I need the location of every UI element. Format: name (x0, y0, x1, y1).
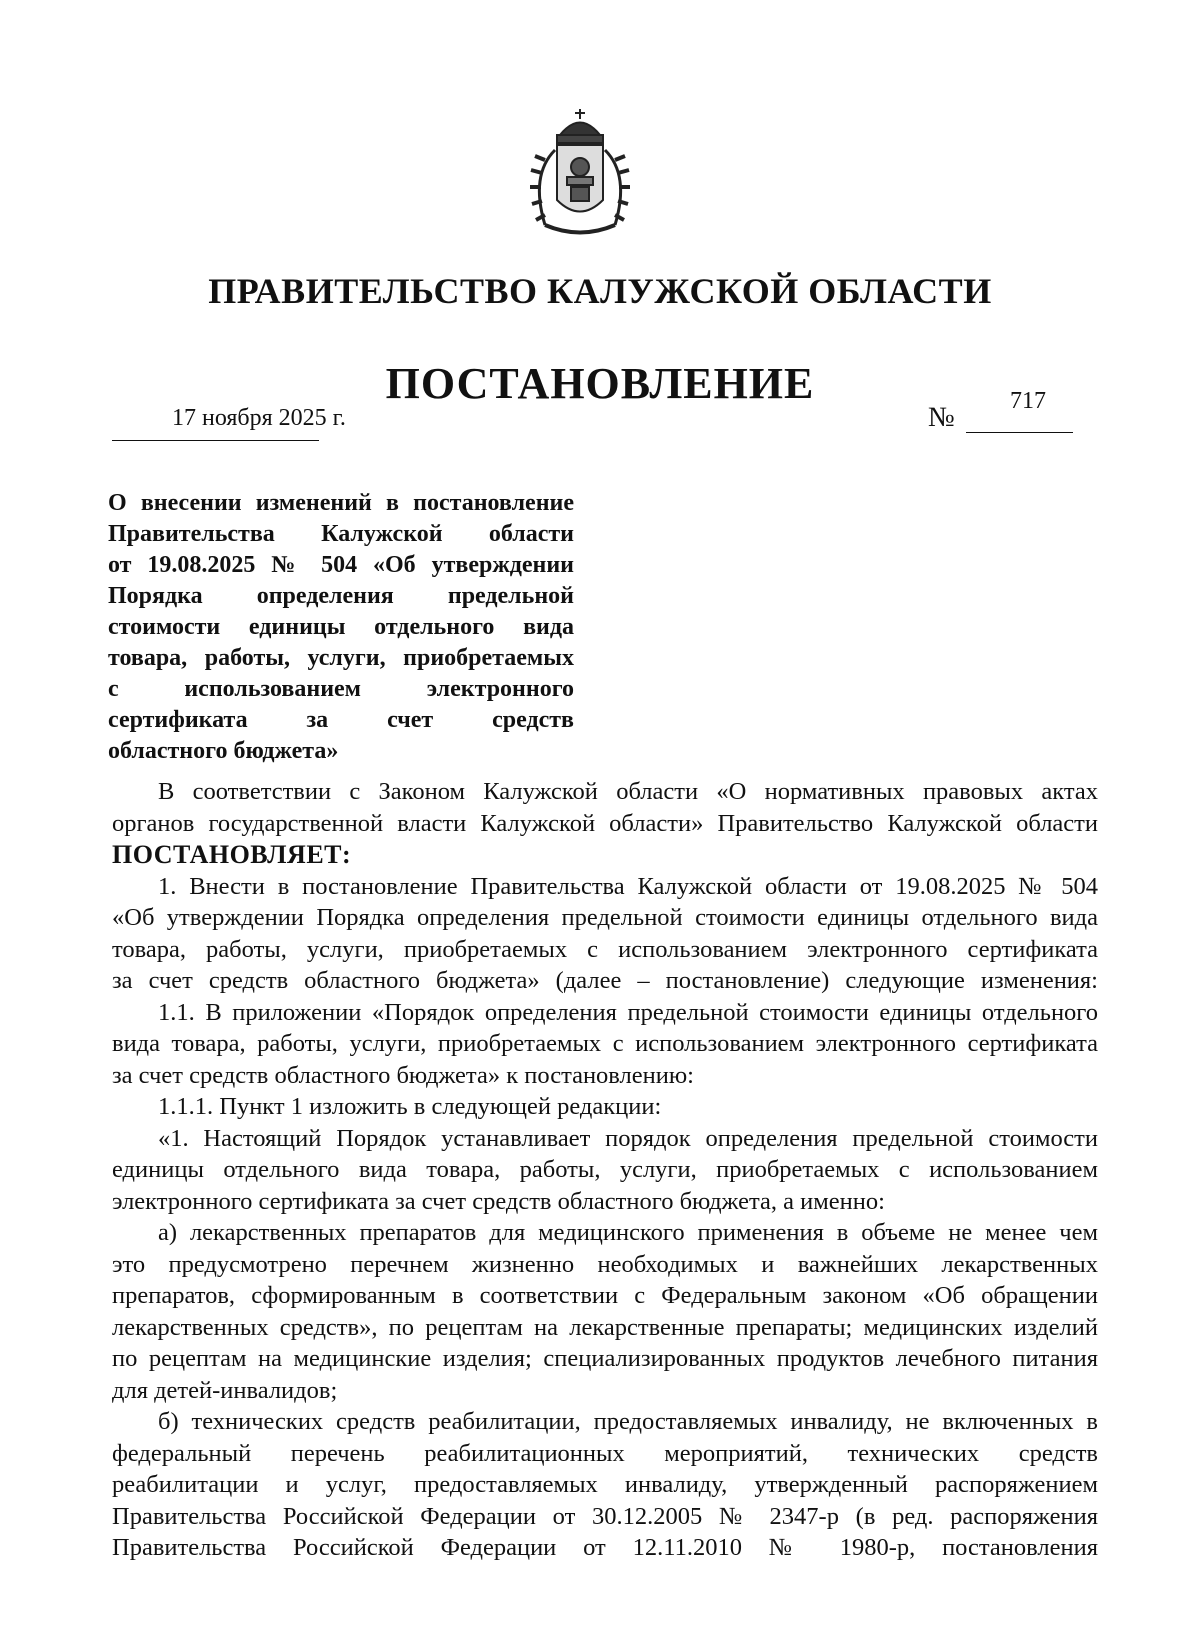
resolution-keyword: ПОСТАНОВЛЯЕТ: (112, 840, 352, 869)
coat-of-arms-emblem (515, 105, 645, 245)
body-line: для детей-инвалидов; (112, 1376, 338, 1404)
number-underline (966, 432, 1073, 433)
subject-line: сертификата за счет средств (108, 707, 574, 733)
body-line: 1.1. В приложении «Порядок определения предельной стоимости единицы отдельного (158, 998, 1098, 1026)
body-line: электронного сертификата за счет средств областного бюджета, а именно: (112, 1187, 885, 1215)
body-line: б) технических средств реабилитации, предоставляемых инвалиду, не включенных в (158, 1408, 1098, 1435)
number-sign: № (928, 402, 955, 433)
body-line: за счет средств областного бюджета» к постановлению: (112, 1061, 694, 1089)
body-line: препаратов, сформированным в соответствии с Федеральным законом «Об обращении (112, 1282, 1098, 1309)
body-line: «1. Настоящий Порядок устанавливает порядок определения предельной стоимости (158, 1124, 1098, 1152)
body-line: федеральный перечень реабилитационных мероприятий, технических средств (112, 1439, 1098, 1467)
subject-line: областного бюджета» (108, 738, 339, 764)
subject-line: от 19.08.2025 № 504 «Об утверждении (108, 552, 574, 578)
body-line: Правительства Российской Федерации от 12.11.2010 № 1980-р, постановления (112, 1534, 1098, 1561)
body-line: товара, работы, услуги, приобретаемых с использованием электронного сертификата (112, 935, 1098, 963)
subject-line: Порядка определения предельной (108, 583, 574, 609)
body-line: это предусмотрено перечнем жизненно необходимых и важнейших лекарственных (112, 1250, 1098, 1278)
body-line: вида товара, работы, услуги, приобретаемых с использованием электронного сертификата (112, 1030, 1098, 1057)
body-line: а) лекарственных препаратов для медицинского применения в объеме не менее чем (158, 1219, 1098, 1246)
document-date: 17 ноября 2025 г. (172, 405, 346, 431)
body-line: по рецептам на медицинские изделия; специализированных продуктов лечебного питания (112, 1345, 1098, 1372)
body-line: за счет средств областного бюджета» (далее – постановление) следующие изменения: (112, 967, 1098, 994)
subject-line: товара, работы, услуги, приобретаемых (108, 645, 574, 671)
body-line: лекарственных средств», по рецептам на лекарственные препараты; медицинских изделий (112, 1313, 1098, 1341)
body-line: органов государственной власти Калужской области» Правительство Калужской области (112, 809, 1098, 837)
body-line: «Об утверждении Порядка определения предельной стоимости единицы отдельного вида (112, 904, 1098, 931)
subject-line: стоимости единицы отдельного вида (108, 614, 574, 640)
body-line: Правительства Российской Федерации от 30.12.2005 № 2347-р (в ред. распоряжения (112, 1502, 1098, 1530)
body-line: реабилитации и услуг, предоставляемых инвалиду, утвержденный распоряжением (112, 1471, 1098, 1498)
document-body (112, 776, 1098, 1564)
document-subject (108, 488, 574, 767)
date-underline (112, 440, 319, 441)
body-line: В соответствии с Законом Калужской области «О нормативных правовых актах (158, 778, 1098, 805)
organization-title: ПРАВИТЕЛЬСТВО КАЛУЖСКОЙ ОБЛАСТИ (208, 271, 992, 311)
document-type: ПОСТАНОВЛЕНИЕ (385, 359, 815, 408)
body-line: 1.1.1. Пункт 1 изложить в следующей редакции: (158, 1093, 662, 1120)
body-line: единицы отдельного вида товара, работы, услуги, приобретаемых с использованием (112, 1156, 1098, 1183)
subject-line: Правительства Калужской области (108, 521, 574, 547)
number-value: 717 (1010, 388, 1046, 414)
document-number (928, 388, 1088, 438)
subject-line: О внесении изменений в постановление (108, 490, 574, 516)
subject-line: с использованием электронного (108, 676, 574, 702)
body-line: 1. Внести в постановление Правительства Калужской области от 19.08.2025 № 504 (158, 872, 1098, 900)
